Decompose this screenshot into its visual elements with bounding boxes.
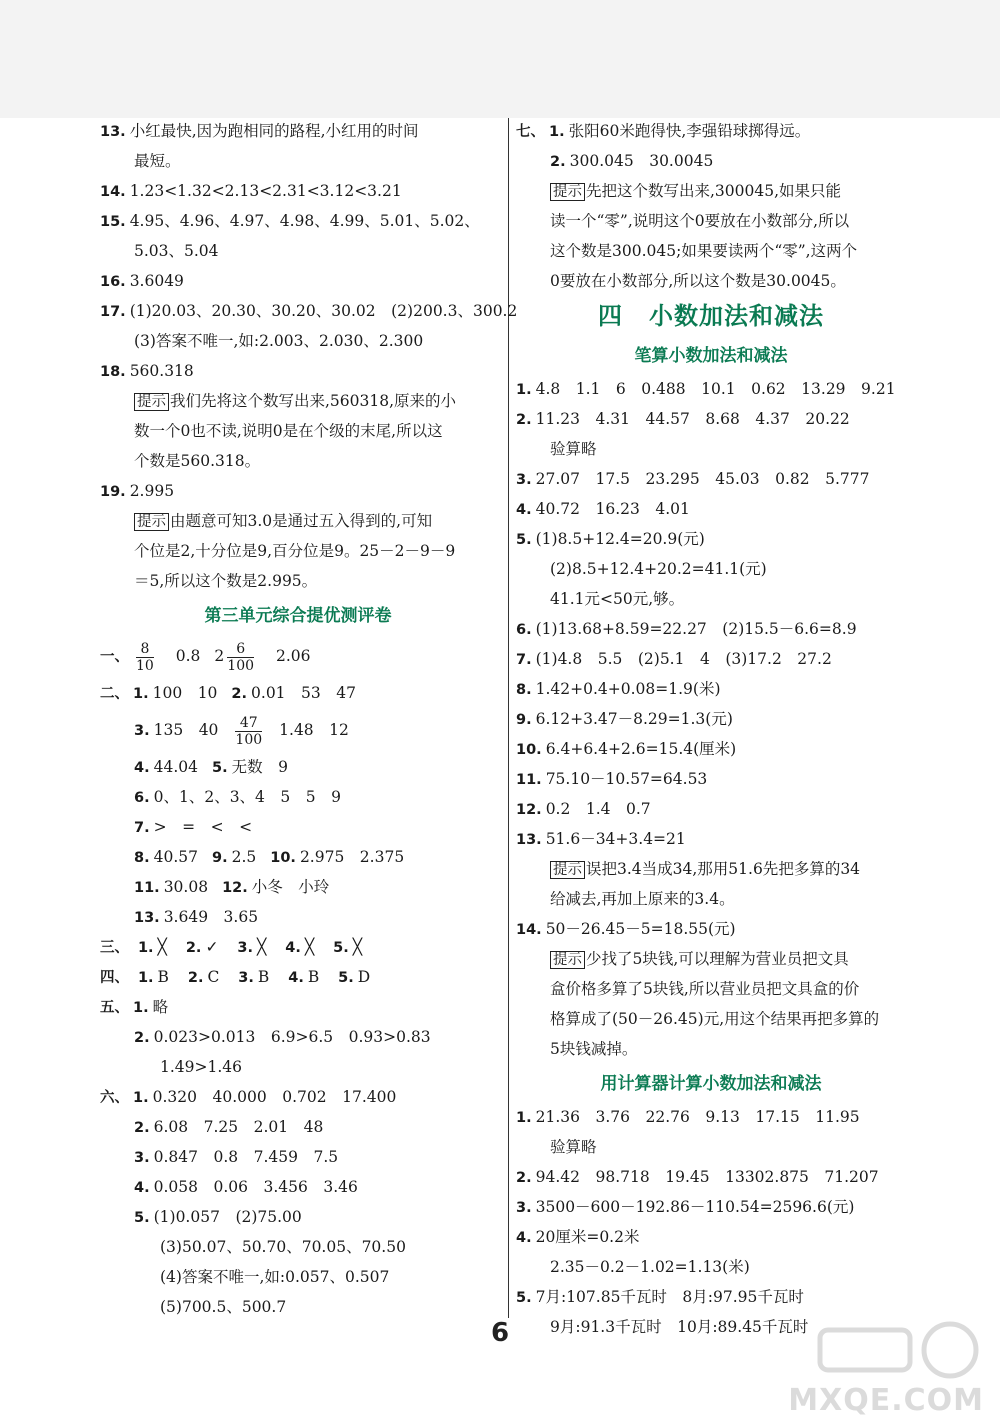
- part-4: 四、 1. B 2. C 3. B 4. B 5. D: [100, 968, 371, 986]
- s2-answer-4-cont: 2.35－0.2－1.02=1.13(米): [550, 1258, 750, 1276]
- scan-top-margin: [0, 0, 1000, 118]
- s1-answer-2-cont: 验算略: [550, 440, 597, 458]
- s2-answer-5: 5. 7月:107.85千瓦时 8月:97.95千瓦时: [516, 1288, 804, 1306]
- hint-18-line3: 个数是560.318。: [134, 452, 261, 470]
- s2-answer-5-cont: 9月:91.3千瓦时 10月:89.45千瓦时: [550, 1318, 809, 1336]
- part-6-row2: 2. 6.08 7.25 2.01 48: [134, 1118, 324, 1136]
- s1-answer-4: 4. 40.72 16.23 4.01: [516, 500, 690, 518]
- section-title-unit3-test: 第三单元综合提优测评卷: [204, 606, 392, 626]
- answer-17-cont: (3)答案不唯一,如:2.003、2.030、2.300: [134, 332, 424, 350]
- hint-label: 提示: [134, 393, 169, 411]
- s1-answer-2: 2. 11.23 4.31 44.57 8.68 4.37 20.22: [516, 410, 850, 428]
- part-1: 一、 $\frac{8}{10}$ 0.8 2 $\frac{6}{100}$ 2.06: [100, 640, 311, 674]
- part-2-row7: 11. 30.08 12. 小冬 小玲: [134, 878, 330, 896]
- answer-13: 13. 小红最快,因为跑相同的路程,小红用的时间: [100, 122, 419, 140]
- hint-label: 提示: [550, 861, 585, 879]
- s1-answer-14: 14. 50－26.45－5=18.55(元): [516, 920, 736, 938]
- fraction: $\frac{47}{100}$: [235, 714, 263, 748]
- answer-16: 16. 3.6049: [100, 272, 184, 290]
- part-6-row4: 4. 0.058 0.06 3.456 3.46: [134, 1178, 358, 1196]
- answer-15: 15. 4.95、4.96、4.97、4.98、4.99、5.01、5.02、: [100, 212, 480, 230]
- part-2-row5: 7. > = < <: [134, 818, 253, 836]
- s1-answer-13: 13. 51.6－34+3.4=21: [516, 830, 686, 848]
- part-2-row1: 二、 1. 100 10 2. 0.01 53 47: [100, 684, 356, 702]
- hint-s1-14: 提示 少找了5块钱,可以理解为营业员把文具: [516, 944, 906, 974]
- s1-answer-1: 1. 4.8 1.1 6 0.488 10.1 0.62 13.29 9.21: [516, 380, 896, 398]
- s1-answer-6: 6. (1)13.68+8.59=22.27 (2)15.5－6.6=8.9: [516, 620, 857, 638]
- hint-7-line3: 这个数是300.045;如果要读两个“零”,这两个: [550, 242, 858, 260]
- s2-answer-1-cont: 验算略: [550, 1138, 597, 1156]
- hint-s1-14-line3: 格算成了(50－26.45)元,用这个结果再把多算的: [550, 1010, 880, 1028]
- fraction: $\frac{8}{10}$: [136, 640, 154, 674]
- hint-label: 提示: [550, 183, 585, 201]
- section-title-written-calc: 笔算小数加法和减法: [634, 346, 788, 366]
- part-2-row4: 6. 0、1、2、3、4 5 5 9: [134, 788, 342, 806]
- part-6-row3: 3. 0.847 0.8 7.459 7.5: [134, 1148, 339, 1166]
- hint-19: 提示 由题意可知3.0是通过五入得到的,可知: [100, 506, 496, 536]
- s1-answer-5-b: (2)8.5+12.4+20.2=41.1(元): [550, 560, 767, 578]
- answer-13-cont: 最短。: [134, 152, 181, 170]
- hint-s1-14-line2: 盒价格多算了5块钱,所以营业员把文具盒的价: [550, 980, 860, 998]
- hint-19-line2: 个位是2,十分位是9,百分位是9。25－2－9－9: [134, 542, 456, 560]
- part-2-row2: 3. 135 40 $\frac{47}{100}$ 1.48 12: [134, 714, 349, 748]
- part-2-row8: 13. 3.649 3.65: [134, 908, 259, 926]
- s1-answer-11: 11. 75.10－10.57=64.53: [516, 770, 708, 788]
- hint-19-line3: ＝5,所以这个数是2.995。: [134, 572, 318, 590]
- hint-18-line2: 数一个0也不读,说明0是在个级的末尾,所以这: [134, 422, 443, 440]
- part-2-row3: 4. 44.04 5. 无数 9: [134, 758, 288, 776]
- part-6-row5: 5. (1)0.057 (2)75.00: [134, 1208, 302, 1226]
- part-2-row6: 8. 40.57 9. 2.5 10. 2.975 2.375: [134, 848, 405, 866]
- answer-19: 19. 2.995: [100, 482, 175, 500]
- s1-answer-8: 8. 1.42+0.4+0.08=1.9(米): [516, 680, 721, 698]
- part-5-row3: 1.49>1.46: [160, 1058, 243, 1076]
- watermark-text: MXQE.COM: [788, 1383, 984, 1418]
- part-3: 三、 1. ╳ 2. ✓ 3. ╳ 4. ╳ 5. ╳: [100, 938, 363, 956]
- part-6-row1: 六、 1. 0.320 40.000 0.702 17.400: [100, 1088, 397, 1106]
- left-column: [100, 116, 518, 1322]
- part-6-row7: (4)答案不唯一,如:0.057、0.507: [160, 1268, 390, 1286]
- section-title-calculator: 用计算器计算小数加法和减法: [600, 1074, 822, 1094]
- part-5-row1: 五、 1. 略: [100, 998, 169, 1016]
- hint-7-line4: 0要放在小数部分,所以这个数是30.0045。: [550, 272, 846, 290]
- hint-label: 提示: [134, 513, 169, 531]
- s2-answer-3: 3. 3500－600－192.86－110.54=2596.6(元): [516, 1198, 855, 1216]
- s2-answer-2: 2. 94.42 98.718 19.45 13302.875 71.207: [516, 1168, 879, 1186]
- answer-14: 14. 1.23<1.32<2.13<2.31<3.12<3.21: [100, 182, 402, 200]
- hint-s1-13-line2: 给减去,再加上原来的3.4。: [550, 890, 735, 908]
- s1-answer-7: 7. (1)4.8 5.5 (2)5.1 4 (3)17.2 27.2: [516, 650, 832, 668]
- s1-answer-9: 9. 6.12+3.47－8.29=1.3(元): [516, 710, 733, 728]
- part-6-row6: (3)50.07、50.70、70.05、70.50: [160, 1238, 406, 1256]
- watermark-logo: [780, 1310, 990, 1420]
- hint-s1-14-line4: 5块钱减掉。: [550, 1040, 638, 1058]
- hint-7: 提示 先把这个数写出来,300045,如果只能: [516, 176, 906, 206]
- fraction: $\frac{6}{100}$: [227, 640, 255, 674]
- answer-18: 18. 560.318: [100, 362, 194, 380]
- s1-answer-3: 3. 27.07 17.5 23.295 45.03 0.82 5.777: [516, 470, 870, 488]
- s2-answer-4: 4. 20厘米=0.2米: [516, 1228, 640, 1246]
- chapter-title: 四 小数加法和减法: [598, 302, 824, 330]
- hint-18: 提示 我们先将这个数写出来,560318,原来的小: [100, 386, 496, 416]
- s1-answer-5-c: 41.1元<50元,够。: [550, 590, 685, 608]
- s2-answer-1: 1. 21.36 3.76 22.76 9.13 17.15 11.95: [516, 1108, 860, 1126]
- column-divider: [508, 118, 509, 1318]
- answer-15-cont: 5.03、5.04: [134, 242, 219, 260]
- part-6-row8: (5)700.5、500.7: [160, 1298, 287, 1316]
- hint-7-line2: 读一个“零”,说明这个0要放在小数部分,所以: [550, 212, 850, 230]
- page-number: 6: [490, 1318, 510, 1348]
- answer-17: 17. (1)20.03、20.30、30.20、30.02 (2)200.3、300.2: [100, 302, 518, 320]
- s1-answer-10: 10. 6.4+6.4+2.6=15.4(厘米): [516, 740, 737, 758]
- part-7-row1: 七、 1. 张阳60米跑得快,李强铅球掷得远。: [516, 122, 811, 140]
- s1-answer-5: 5. (1)8.5+12.4=20.9(元): [516, 530, 705, 548]
- s1-answer-12: 12. 0.2 1.4 0.7: [516, 800, 651, 818]
- hint-s1-13: 提示 误把3.4当成34,那用51.6先把多算的34: [516, 854, 906, 884]
- hint-label: 提示: [550, 951, 585, 969]
- part-7-row2: 2. 300.045 30.0045: [550, 152, 714, 170]
- right-column: [516, 116, 906, 1342]
- part-5-row2: 2. 0.023>0.013 6.9>6.5 0.93>0.83: [134, 1028, 431, 1046]
